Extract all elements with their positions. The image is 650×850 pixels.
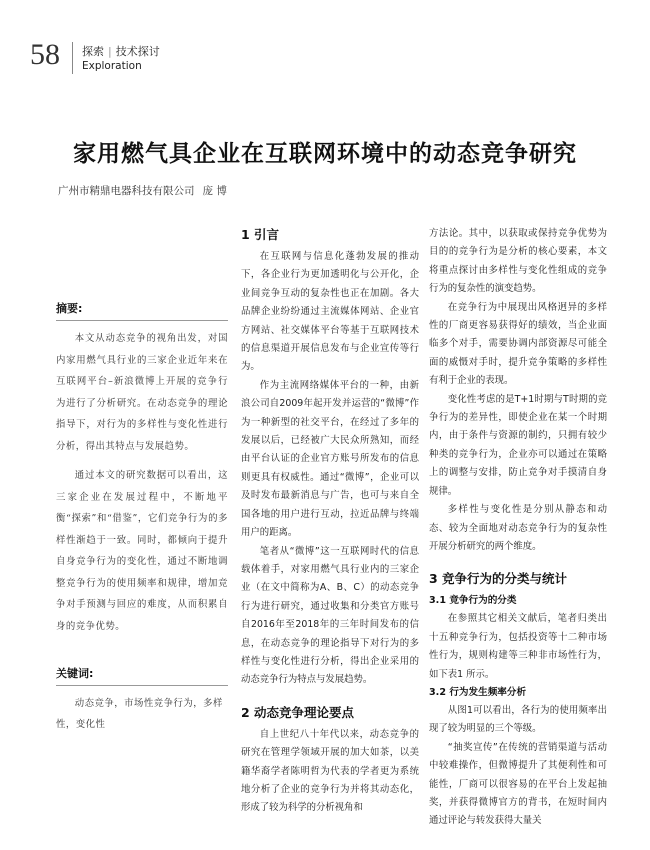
section-3-heading: 3 竞争行为的分类与统计: [429, 571, 568, 587]
abstract-block: [56, 300, 228, 735]
section-name: 探索: [82, 45, 104, 58]
section-2-paragraph-1: 自上世纪八十年代以来，动态竞争的研究在管理学领域开展的加大如茶，以美籍华裔学者陈明哲为代表的学者更为系统地分析了企业的竞争行为并将其动态化，形成了较为科学的分析视角和: [241, 728, 419, 814]
keywords-divider: [56, 685, 228, 686]
affiliation: 广州市精鼎电器科技有限公司: [58, 185, 195, 197]
subsection-3-2-paragraph-2: “抽奖宣传”在传统的营销渠道与活动中较难操作，但微博提升了其便利性和可能性，厂商可以很容易的在平台上发起抽奖，并获得微博官方的背书，在短时间内通过评论与转发获得大量关: [429, 741, 607, 827]
section-2-heading: 2 动态竞争理论要点: [241, 704, 355, 720]
section-2-paragraph-2: 在竞争行为中展现出风格迥异的多样性的厂商更容易获得好的绩效，当企业面临多个对手，需要协调内部资源尽可能全面的威慑对手时，提升竞争策略的多样性有利于企业的表现。: [429, 301, 607, 387]
abstract-paragraph-1: 本文从动态竞争的视角出发，对国内家用燃气具行业的三家企业近年来在互联网平台–新浪微博上开展的竞争行为进行了分析研究。在动态竞争的理论指导下，对行为的多样性与变化性进行分析，得出其特点与发展趋势。: [56, 333, 228, 452]
body-column-middle: [241, 226, 419, 818]
section-subname: 技术探讨: [115, 45, 160, 58]
subsection-3-1-paragraph: 在参照其它相关文献后，笔者归类出十五种竞争行为，包括投资等十二种市场性行为，规则构建等三种非市场性行为，如下表1 所示。: [429, 613, 607, 680]
section-separator: |: [108, 45, 112, 58]
body-column-right: [429, 225, 607, 831]
byline: [58, 183, 227, 198]
section-1-paragraph-1: 在互联网与信息化蓬勃发展的推动下，各企业行为更加透明化与公开化，企业间竞争互动的复杂性也正在加剧。各大品牌企业纷纷通过主流媒体网站、企业官方网站、社交媒体平台等基于互联网技术的信息渠道开展信息发布与企业宣传等行为。: [241, 251, 419, 373]
subsection-3-2-heading: 3.2 行为发生频率分析: [429, 686, 527, 698]
abstract-label: 摘要:: [56, 302, 83, 315]
header-divider: [72, 42, 73, 74]
keywords-label: 关键词:: [56, 667, 94, 680]
abstract-divider: [56, 320, 228, 321]
page-number: 58: [30, 38, 60, 71]
section-gap: [429, 556, 607, 570]
section-gap: [241, 690, 419, 704]
section-label: [82, 43, 160, 59]
section-1-paragraph-3: 笔者从“微博”这一互联网时代的信息载体着手，对家用燃气具行业内的三家企业（在文中简称为A、B、C）的动态竞争行为进行研究，通过收集和分类官方账号自2016年至2018年的三年时间发布的信息，在动态竞争的理论指导下对行为的多样性与变化性进行分析，得出企业采用的动态竞争行为特点与发展趋势。: [241, 545, 419, 686]
author: 庞 博: [202, 185, 227, 197]
section-2-paragraph-4: 多样性与变化性是分别从静态和动态、较为全面地对动态竞争行为的复杂性开展分析研究的两个维度。: [429, 504, 607, 552]
section-name-en: Exploration: [82, 60, 142, 72]
subsection-3-2-paragraph-1: 从图1可以看出，各行为的使用频率出现了较为明显的三个等级。: [429, 704, 607, 735]
section-1-heading: 1 引言: [241, 227, 280, 242]
keywords-text: 动态竞争，市场性竞争行为，多样性，变化性: [56, 698, 223, 730]
article-title: 家用燃气具企业在互联网环境中的动态竞争研究: [73, 141, 577, 167]
section-2-paragraph-1-continued: 方法论。其中，以获取或保持竞争优势为目的的竞争行为是分析的核心要素，本文将重点探讨由多样性与变化性组成的竞争行为的复杂性的演变趋势。: [429, 228, 607, 295]
section-2-paragraph-3: 变化性考虑的是T+1时期与T时期的竞争行为的差异性，即使企业在某一个时期内，由于条件与资源的制约，只拥有较少种类的竞争行为，企业亦可以通过在策略上的调整与安排，防止竞争对手摸清自身规律。: [429, 393, 607, 497]
section-1-paragraph-2: 作为主流网络媒体平台的一种，由新浪公司自2009年起开发并运营的“微博”作为一种新型的社交平台，在经过了多年的发展以后，已经被广大民众所熟知，而经由平台认证的企业官方账号所发布的信息则更具有权威性。通过“微博”，企业可以及时发布最新消息与广告，也可与来自全国各地的用户进行互动，拉近品牌与终端用户的距离。: [241, 379, 419, 539]
abstract-paragraph-2: 通过本文的研究数据可以看出，这三家企业在发展过程中，不断地平衡“探索”和“借鉴”，它们竞争行为的多样性渐趋于一致。同时，都倾向于提升自身竞争行为的变化性，通过不断地调整竞争行为的使用频率和规律，增加竞争对手预测与回应的难度，从而积累自身的竞争优势。: [56, 470, 228, 632]
subsection-3-1-heading: 3.1 竞争行为的分类: [429, 595, 517, 607]
